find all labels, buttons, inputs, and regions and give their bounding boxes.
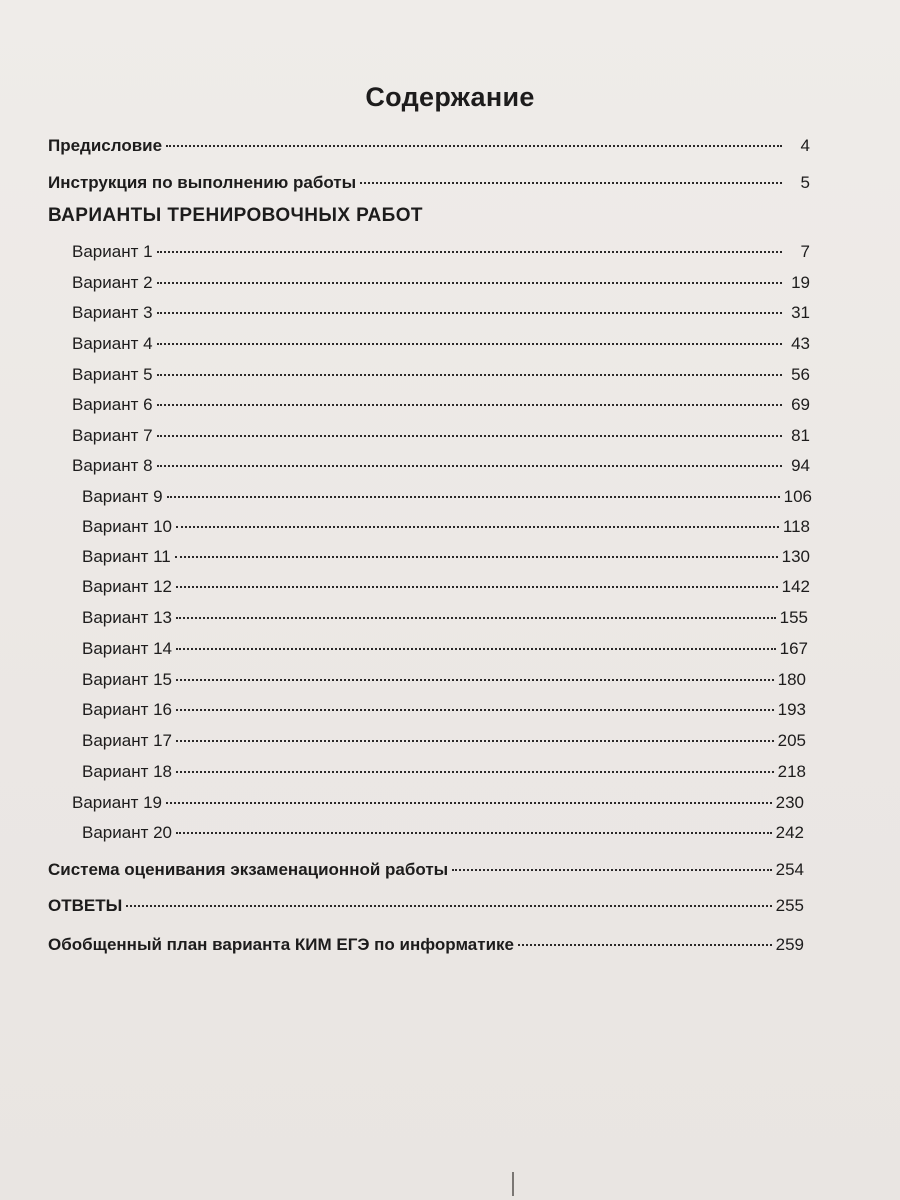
section-heading: ВАРИАНТЫ ТРЕНИРОВОЧНЫХ РАБОТ [48,205,423,226]
toc-entry-variant [82,730,806,752]
toc-entry-label: ОТВЕТЫ [48,896,123,915]
dot-leader [176,617,776,619]
toc-entry-variant [72,364,810,386]
toc-entry-variant [82,546,810,568]
toc-entry-plan [48,934,804,956]
toc-entry-page: 142 [781,577,810,596]
toc-entry-label: Вариант 10 [82,517,173,536]
toc-entry-variant [72,302,810,324]
dot-leader [157,374,782,376]
toc-entry-label: Вариант 19 [72,793,163,812]
toc-entry-variant [72,241,810,263]
dot-leader [126,905,771,907]
page-title: Содержание [365,82,535,112]
toc-entry-label: Вариант 5 [72,365,153,384]
toc-entry-instructions [48,172,810,194]
toc-entry-label: Вариант 7 [72,426,153,445]
toc-entry-label: Вариант 16 [82,700,173,719]
toc-entry-page: 7 [800,242,810,261]
toc-entry-variant [82,638,808,660]
dot-leader [176,679,774,681]
toc-entry-label: Система оценивания экзаменационной работы [48,860,449,879]
toc-entry-page: 167 [779,639,808,658]
dot-leader [176,709,774,711]
toc-entry-label: Предисловие [48,136,163,155]
toc-entry-variant [82,699,806,721]
dot-leader [157,282,782,284]
toc-entry-label: Вариант 3 [72,303,153,322]
toc-entry-label: Обобщенный план варианта КИМ ЕГЭ по информатике [48,935,514,954]
toc-entry-variant [72,394,810,416]
toc-entry-label: Вариант 18 [82,762,173,781]
toc-entry-label: Вариант 6 [72,395,153,414]
dot-leader [176,832,772,834]
toc-entry-label: Вариант 13 [82,608,173,627]
toc-entry-variant [72,455,810,477]
toc-entry-page: 193 [777,700,806,719]
dot-leader [157,404,782,406]
toc-entry-label: Вариант 17 [82,731,173,750]
toc-entry-page: 69 [791,395,810,414]
dot-leader [176,740,774,742]
toc-entry-variant [82,669,806,691]
toc-entry-page: 130 [781,547,810,566]
toc-entry-label: Вариант 8 [72,456,153,475]
toc-entry-variant [72,333,810,355]
toc-entry-label: Вариант 11 [82,547,171,566]
dot-leader [452,869,771,871]
dot-leader [360,182,782,184]
toc-entry-variant [72,425,810,447]
toc-entry-page: 205 [777,731,806,750]
toc-entry-page: 259 [775,935,804,954]
dot-leader [518,944,772,946]
toc-entry-page: 5 [800,173,810,192]
page-crease [512,1172,514,1196]
dot-leader [166,802,772,804]
toc-entry-page: 254 [775,860,804,879]
toc-entry-label: Вариант 1 [72,242,153,261]
toc-entry-page: 106 [783,487,812,506]
toc-entry-page: 43 [791,334,810,353]
toc-entry-grading [48,859,804,881]
toc-entry-label: Вариант 20 [82,823,173,842]
dot-leader [157,312,782,314]
toc-entry-answers [48,895,804,917]
toc-entry-label: Вариант 4 [72,334,153,353]
dot-leader [176,526,779,528]
toc-entry-label: Вариант 2 [72,273,153,292]
toc-entry-label: Вариант 15 [82,670,173,689]
toc-entry-page: 4 [800,136,810,155]
dot-leader [176,648,776,650]
toc-entry-page: 218 [777,762,806,781]
toc-entry-page: 31 [791,303,810,322]
dot-leader [175,556,778,558]
dot-leader [167,496,780,498]
toc-entry-page: 56 [791,365,810,384]
toc-entry-preface [48,135,810,157]
toc-entry-page: 242 [775,823,804,842]
toc-entry-label: Вариант 12 [82,577,173,596]
dot-leader [176,586,778,588]
toc-entry-variant [82,516,810,538]
toc-entry-page: 230 [775,793,804,812]
toc-entry-variant [82,486,812,508]
dot-leader [157,435,782,437]
toc-entry-variant [82,822,804,844]
toc-entry-variant [82,761,806,783]
dot-leader [157,251,782,253]
toc-entry-label: Инструкция по выполнению работы [48,173,357,192]
dot-leader [166,145,782,147]
dot-leader [157,465,782,467]
toc-entry-variant [72,272,810,294]
dot-leader [157,343,782,345]
toc-entry-label: Вариант 9 [82,487,163,506]
dot-leader [176,771,774,773]
toc-entry-page: 255 [775,896,804,915]
toc-entry-page: 118 [782,517,810,536]
toc-entry-label: Вариант 14 [82,639,173,658]
toc-entry-page: 155 [779,608,808,627]
toc-entry-page: 94 [791,456,810,475]
toc-entry-page: 81 [791,426,810,445]
toc-entry-variant [82,576,810,598]
toc-entry-page: 180 [777,670,806,689]
toc-entry-variant [72,792,804,814]
toc-entry-page: 19 [791,273,810,292]
toc-entry-variant [82,607,808,629]
